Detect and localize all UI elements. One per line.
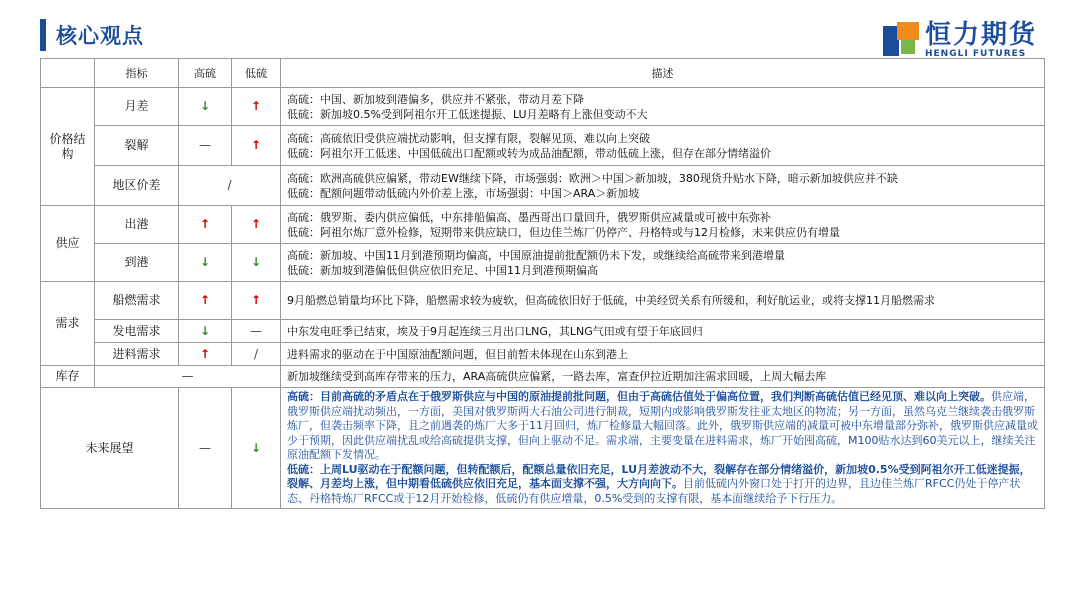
indicator-crack: 裂解 — [95, 126, 179, 166]
header-low-sulfur: 低硫 — [232, 59, 281, 88]
header-indicator: 指标 — [95, 59, 179, 88]
header-description: 描述 — [281, 59, 1045, 88]
table-row — [41, 166, 1045, 206]
desc-low-sulfur: 低硫：配额问题带动低硫内外价差上涨，市场强弱：中国＞ARA＞新加坡 — [287, 186, 640, 200]
outlook-low-sulfur — [287, 463, 1038, 507]
table-header-row — [41, 59, 1045, 88]
table-row — [41, 320, 1045, 343]
trend-flat-icon: — — [179, 126, 232, 166]
trend-up-icon: ↑ — [232, 126, 281, 166]
trend-up-icon: ↑ — [232, 88, 281, 126]
page-header — [40, 18, 144, 52]
category-demand: 需求 — [41, 282, 95, 366]
outlook-high-sulfur-body: 供应端，俄罗斯供应端扰动频出，一方面，美国对俄罗斯两大石油公司进行制裁，短期内或影响俄罗斯发往亚太地区的物流；另一方面，虽然乌克兰继续袭击俄罗斯炼厂，但袭击频率下降，且之前遇袭的炼厂大多于11月回归，炼厂检修量大幅回落。此外，俄罗斯供应端的减量可被中东增量部分弥补，俄罗斯供应减量或少于预期，因此供应端扰乱或给高硫提供支撑，但向上驱动不足。需求端，主要变量在进料需求，炼厂开始囤高硫，M100贴水达到60美元以上，继续关注原油配额下发情况。 — [287, 390, 1038, 461]
trend-up-icon: ↑ — [179, 282, 232, 320]
outlook-high-sulfur-lead: 高硫：目前高硫的矛盾点在于俄罗斯供应与中国的原油提前批问题，但由于高硫估值处于偏高位置，我们判断高硫估值已经见顶、难以向上突破。 — [287, 390, 991, 403]
trend-up-icon: ↑ — [232, 206, 281, 244]
category-price-structure: 价格结构 — [41, 88, 95, 206]
trend-up-icon: ↑ — [232, 282, 281, 320]
outlook-low-sulfur-body: 目前低硫内外窗口处于打开的边界，且边佳兰炼厂RFCC仍处于停产状态、丹格特炼厂RFCC或于12月开始检修，低硫仍有供应增量，0.5%受到的支撑有限，基本面继续给予下行压力。 — [287, 477, 1021, 505]
indicator-monthly-spread: 月差 — [95, 88, 179, 126]
core-views-table — [40, 58, 1045, 509]
core-views-table-wrapper — [40, 58, 1044, 509]
desc-low-sulfur: 低硫：阿祖尔炼厂意外检修，短期带来供应缺口，但边佳兰炼厂仍停产、丹格特或与12月检修，未来供应仍有增量 — [287, 225, 840, 239]
indicator-exports: 出港 — [95, 206, 179, 244]
not-applicable-mark: / — [179, 166, 281, 206]
outlook-description — [281, 388, 1045, 509]
desc-high-sulfur: 高硫：高硫依旧受供应端扰动影响，但支撑有限，裂解见顶、难以向上突破 — [287, 131, 650, 145]
desc-high-sulfur: 高硫：欧洲高硫供应偏紧，带动EW继续下降，市场强弱：欧洲＞中国＞新加坡，380现货升贴水下降，暗示新加坡供应并不缺 — [287, 171, 898, 185]
trend-flat-icon: — — [95, 366, 281, 388]
logo-name-cn: 恒力期货 — [925, 19, 1038, 50]
table-row — [41, 343, 1045, 366]
table-row — [41, 88, 1045, 126]
table-row — [41, 244, 1045, 282]
title-accent-bar — [40, 19, 46, 51]
table-row — [41, 282, 1045, 320]
trend-up-icon: ↑ — [179, 206, 232, 244]
table-row — [41, 126, 1045, 166]
description-cell — [281, 244, 1045, 282]
outlook-high-sulfur — [287, 390, 1038, 463]
desc-high-sulfur: 高硫：俄罗斯、委内供应偏低，中东排船偏高、墨西哥出口量回升，俄罗斯供应减量或可被中东弥补 — [287, 210, 771, 224]
indicator-power-demand: 发电需求 — [95, 320, 179, 343]
header-category — [41, 59, 95, 88]
not-applicable-mark: / — [232, 343, 281, 366]
table-row — [41, 388, 1045, 509]
outlook-low-sulfur-lead: 低硫：上周LU驱动在于配额问题，但转配额后，配额总量依旧充足，LU月差波动不大，裂解存在部分情绪溢价，新加坡0.5%受到阿祖尔开工低迷提振，裂解、月差均上涨，但中期看低硫供应依旧充足，基本面支撑不强，大方向向下。 — [287, 462, 1031, 490]
trend-down-icon: ↓ — [232, 244, 281, 282]
desc-low-sulfur: 低硫：阿祖尔开工低迷、中国低硫出口配额或转为成品油配额，带动低硫上涨，但存在部分情绪溢价 — [287, 146, 771, 160]
desc-low-sulfur: 低硫：新加坡0.5%受到阿祖尔开工低迷提振、LU月差略有上涨但变动不大 — [287, 107, 648, 121]
table-row — [41, 366, 1045, 388]
description-cell — [281, 88, 1045, 126]
desc-low-sulfur: 低硫：新加坡到港偏低但供应依旧充足、中国11月到港预期偏高 — [287, 263, 598, 277]
company-logo — [883, 17, 1037, 63]
header-high-sulfur: 高硫 — [179, 59, 232, 88]
description-cell: 新加坡继续受到高库存带来的压力，ARA高硫供应偏紧，一路去库，富查伊拉近期加注需求回暖，上周大幅去库 — [281, 366, 1045, 388]
description-cell: 9月船燃总销量均环比下降，船燃需求较为疲软，但高硫依旧好于低硫，中美经贸关系有所缓和，利好航运业，或将支撑11月船燃需求 — [281, 282, 1045, 320]
indicator-arrivals: 到港 — [95, 244, 179, 282]
page-title: 核心观点 — [56, 24, 144, 48]
description-cell — [281, 206, 1045, 244]
trend-flat-icon: — — [179, 388, 232, 509]
trend-down-icon: ↓ — [179, 320, 232, 343]
trend-down-icon: ↓ — [232, 388, 281, 509]
category-supply: 供应 — [41, 206, 95, 282]
trend-down-icon: ↓ — [179, 244, 232, 282]
description-cell — [281, 166, 1045, 206]
logo-icon — [883, 22, 919, 58]
trend-up-icon: ↑ — [179, 343, 232, 366]
category-outlook: 未来展望 — [41, 388, 179, 509]
table-row — [41, 206, 1045, 244]
desc-high-sulfur: 高硫：新加坡、中国11月到港预期均偏高，中国原油提前批配额仍未下发，或继续给高硫带来到港增量 — [287, 248, 785, 262]
indicator-bunker-demand: 船燃需求 — [95, 282, 179, 320]
desc-high-sulfur: 高硫：中国、新加坡到港偏多，供应并不紧张，带动月差下降 — [287, 92, 584, 106]
trend-flat-icon: — — [232, 320, 281, 343]
description-cell: 中东发电旺季已结束，埃及于9月起连续三月出口LNG，其LNG气田或有望于年底回归 — [281, 320, 1045, 343]
indicator-regional-spread: 地区价差 — [95, 166, 179, 206]
description-cell — [281, 126, 1045, 166]
indicator-feedstock-demand: 进料需求 — [95, 343, 179, 366]
logo-name-en: HENGLI FUTURES — [925, 48, 1027, 59]
description-cell: 进料需求的驱动在于中国原油配额问题，但目前暂未体现在山东到港上 — [281, 343, 1045, 366]
trend-down-icon: ↓ — [179, 88, 232, 126]
category-inventory: 库存 — [41, 366, 95, 388]
